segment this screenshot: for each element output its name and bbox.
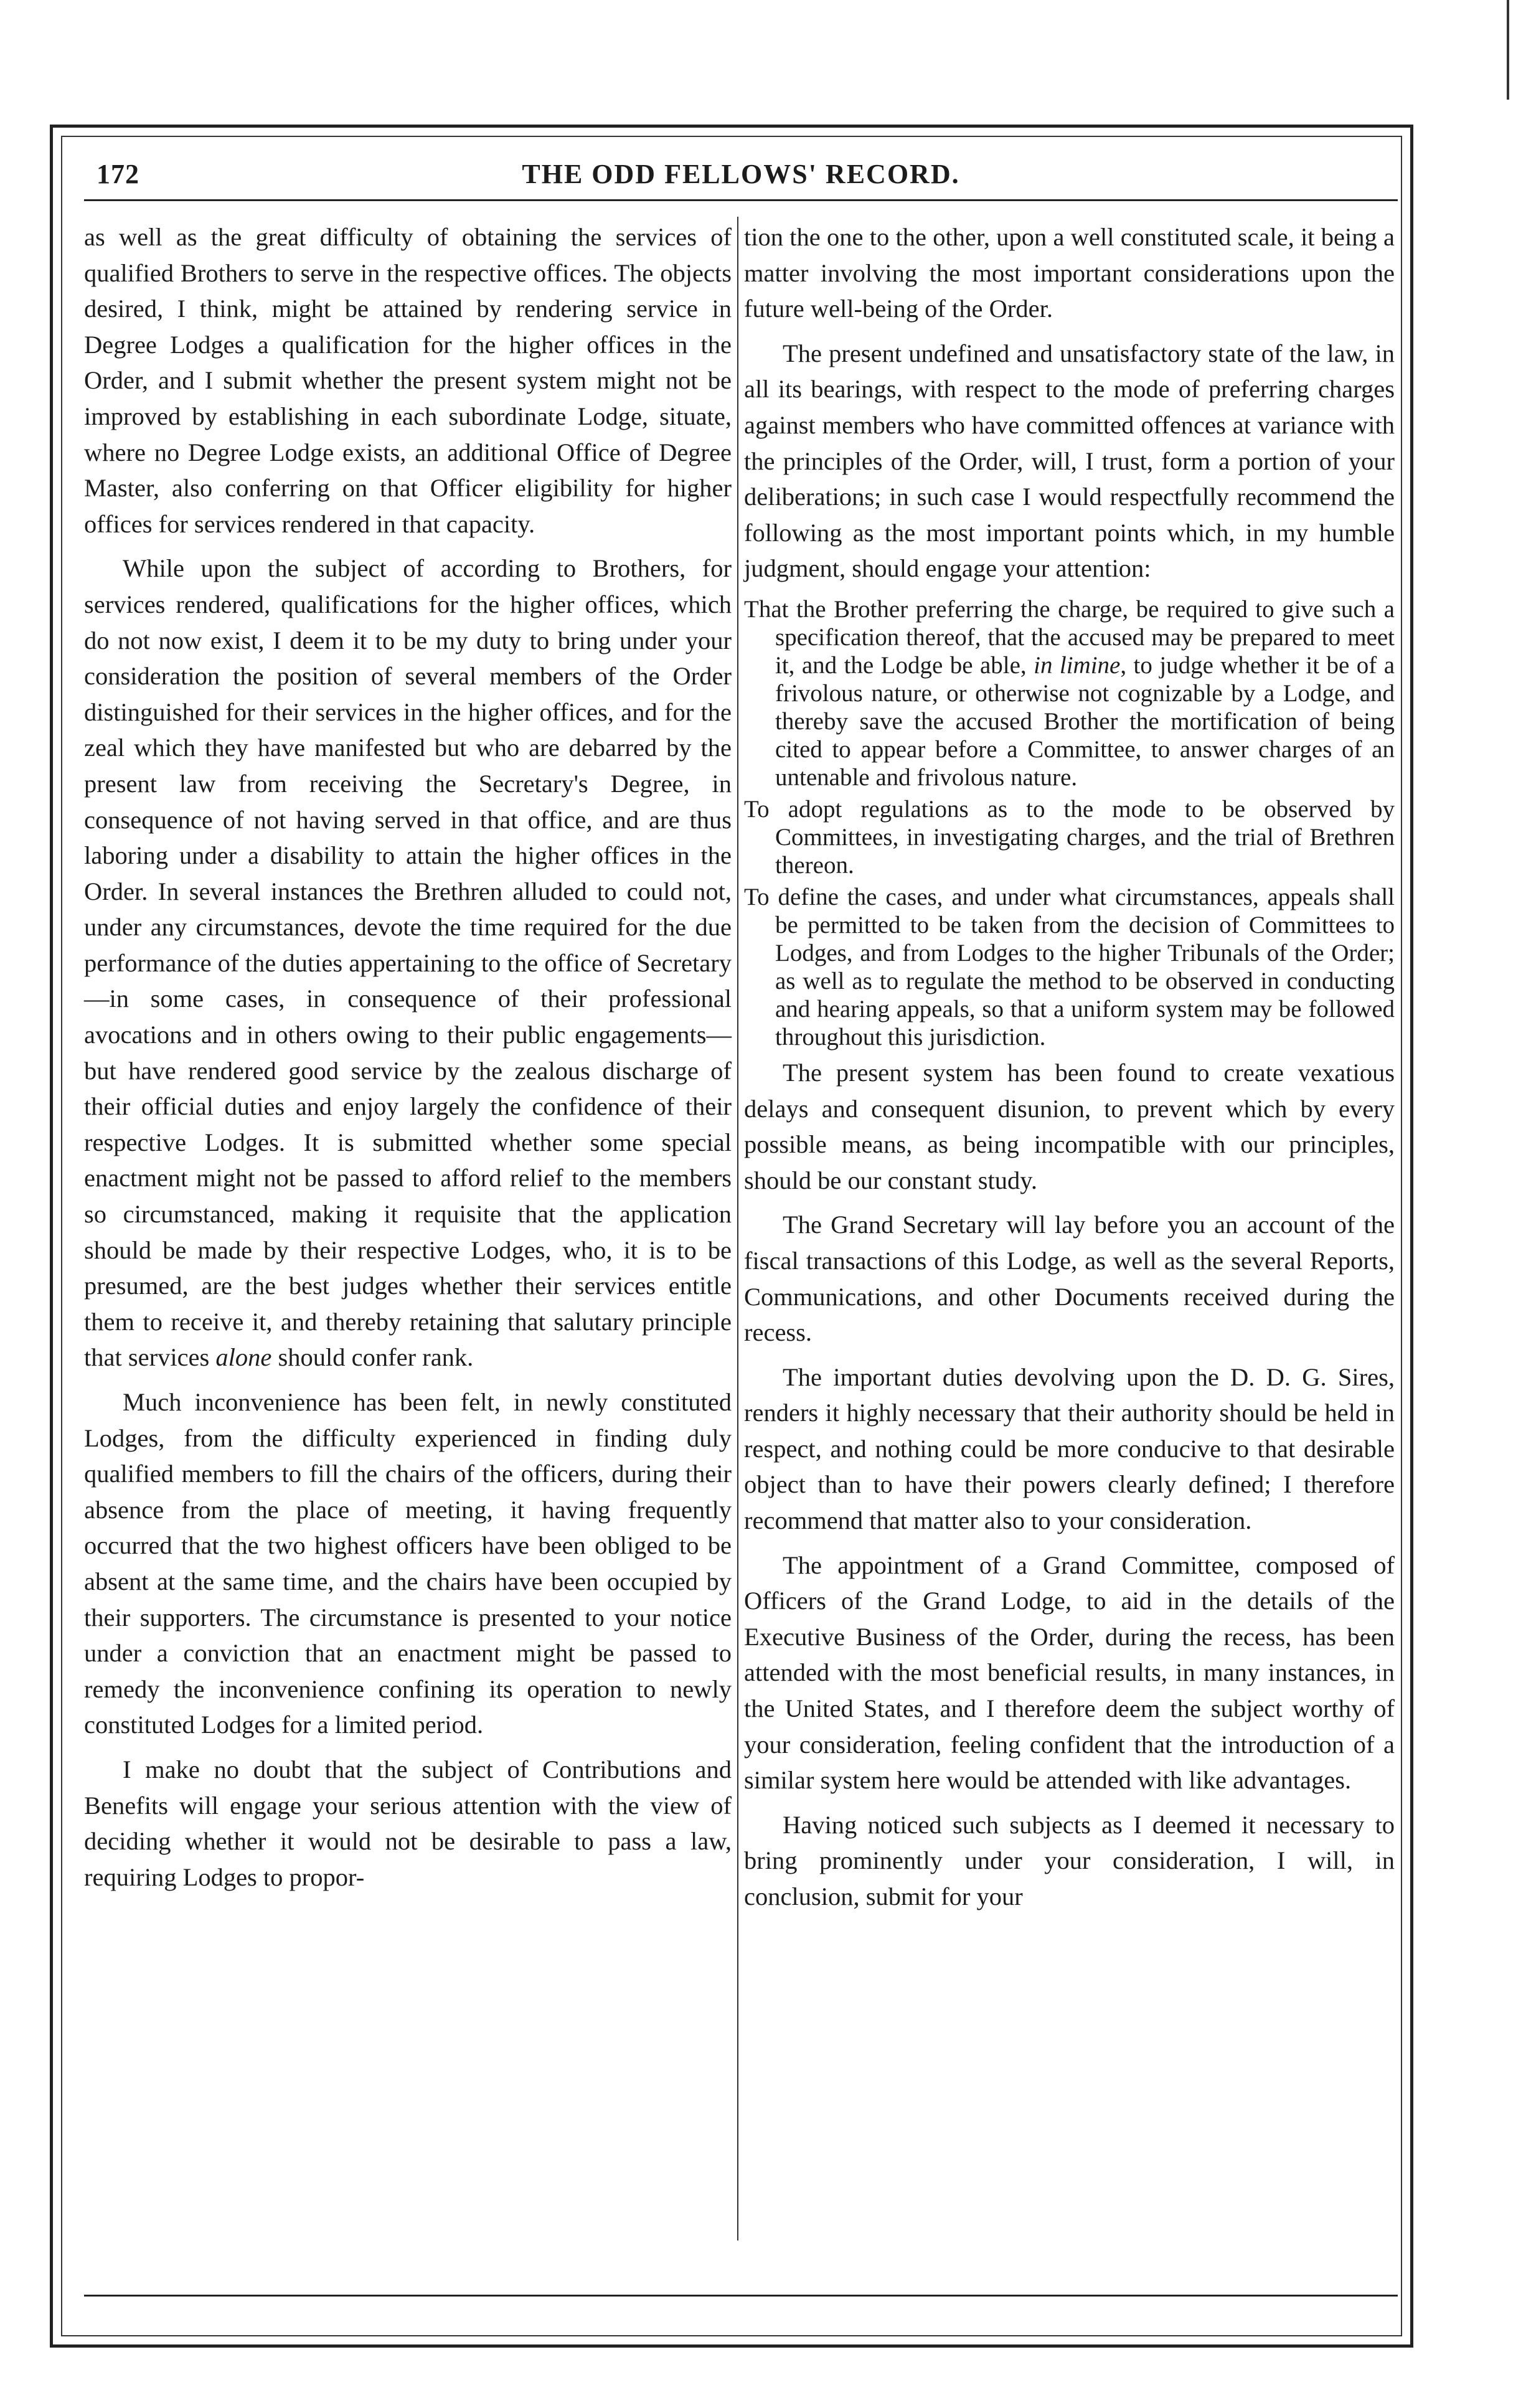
margin-mark <box>1507 0 1509 100</box>
list-item-text: , to judge whether it be of a frivolous nature, or otherwise not cognizable by a Lodge, and thereby save the accused Brother the mortification of being cited to appear before a Committee, to answer charges of an untenable and frivolous nature. <box>775 651 1395 791</box>
paragraph: The appointment of a Grand Committee, composed of Officers of the Grand Lodge, to aid in the details of the Executive Business of the Order, during the recess, has been attended with the most beneficial results, in many instances, in the United States, and I therefore deem the subject worthy of your consideration, feeling confident that the introduction of a similar system here would be attended with like advantages. <box>744 1551 1395 1795</box>
paragraph: Much inconvenience has been felt, in newly constituted Lodges, from the difficulty experienced in finding duly qualified members to fill the chairs of the officers, during their absence from the place of meeting, it having frequently occurred that the two highest officers have been obliged to be absent at the same time, and the chairs have been occupied by their supporters. The circumstance is presented to your notice under a conviction that an enactment might be passed to remedy the inconvenience confining its operation to newly constituted Lodges for a limited period. <box>84 1388 732 1739</box>
emphasis: alone <box>215 1343 272 1372</box>
paragraph-text: should confer rank. <box>278 1343 474 1372</box>
list-item-text: That the Brother preferring the charge, be required to give such a specification thereof, that the accused may be prepared to meet it, and the Lodge be able, <box>744 595 1395 679</box>
paragraph: The Grand Secretary will lay before you an account of the fiscal transactions of this Lodge, as well as the several Reports, Communications, and other Documents received during the recess. <box>744 1211 1395 1347</box>
running-head <box>84 157 1398 201</box>
list-item: To adopt regulations as to the mode to be observed by Committees, in investigating charges, and the trial of Brethren thereon. <box>744 795 1395 879</box>
paragraph: I make no doubt that the subject of Contributions and Benefits will engage your serious attention with the view of deciding whether it would not be desirable to pass a law, requiring Lodges to propor- <box>84 1755 732 1891</box>
emphasis: in limine <box>1034 651 1121 679</box>
left-column <box>84 219 732 1904</box>
list-item <box>744 595 1395 791</box>
paragraph: The important duties devolving upon the D. D. G. Sires, renders it highly necessary that their authority should be held in respect, and nothing could be more conducive to that desirable object than to have their powers clearly defined; I therefore recommend that matter also to your consideration. <box>744 1362 1395 1535</box>
paragraph: Having noticed such subjects as I deemed it necessary to bring prominently under your consideration, I will, in conclusion, submit for your <box>744 1810 1395 1910</box>
paragraph-text: While upon the subject of according to Brothers, for services rendered, qualifications for the higher offices, which do not now exist, I deem it to be my duty to bring under your consideration the position of several members of the Order distinguished for their services in the higher offices, and for the zeal which they have manifested but who are debarred by the present law from receiving the Secretary's Degree, in consequence of not having served in that office, and are thus laboring under a disability to attain the higher offices in the Order. In several instances the Brethren alluded to could not, under any circumstances, devote the time required for the due performance of the duties appertaining to the office of Secretary—in some cases, in consequence of their professional avocations and in others owing to their public engagements—but have rendered good service by the zealous discharge of their official duties and enjoy largely the confidence of their respective Lodges. It is submitted whether some special enactment might not be passed to afford relief to the members so circumstanced, making it requisite that the application should be made by their respective Lodges, who, it is to be presumed, are the best judges whether their services entitle them to receive it, and thereby retaining that salutary principle that services <box>84 554 732 1372</box>
header-rule <box>84 199 1398 201</box>
paragraph: as well as the great difficulty of obtaining the services of qualified Brothers to serve in the respective offices. The objects desired, I think, might be attained by rendering service in Degree Lodges a qualification for the higher offices in the Order, and I submit whether the present system might not be improved by establishing in each subordinate Lodge, situate, where no Degree Lodge exists, an additional Office of Degree Master, also conferring on that Officer eligibility for higher offices for services rendered in that capacity. <box>84 223 732 538</box>
paragraph <box>84 550 732 1376</box>
paragraph: tion the one to the other, upon a well constituted scale, it being a matter involving the most important considerations upon the future well-being of the Order. <box>744 223 1395 323</box>
footer-rule <box>84 2295 1398 2297</box>
right-column <box>744 219 1395 1924</box>
journal-title: THE ODD FELLOWS' RECORD. <box>522 159 960 189</box>
list-item: To define the cases, and under what circumstances, appeals shall be permitted to be taken from the decision of Committees to Lodges, and from Lodges to the higher Tribunals of the Order; as well as to regulate the method to be observed in conducting and hearing appeals, so that a uniform system may be followed throughout this jurisdiction. <box>744 883 1395 1051</box>
page-number: 172 <box>97 159 139 189</box>
column-divider <box>737 217 738 2240</box>
paragraph: The present undefined and unsatisfactory state of the law, in all its bearings, with respect to the mode of preferring charges against members who have committed offences at variance with the principles of the Order, will, I trust, form a portion of your deliberations; in such case I would respectfully recommend the following as the most important points which, in my humble judgment, should engage your attention: <box>744 339 1395 583</box>
paragraph: The present system has been found to create vexatious delays and consequent disunion, to prevent which by every possible means, as being incompatible with our principles, should be our constant study. <box>744 1058 1395 1194</box>
